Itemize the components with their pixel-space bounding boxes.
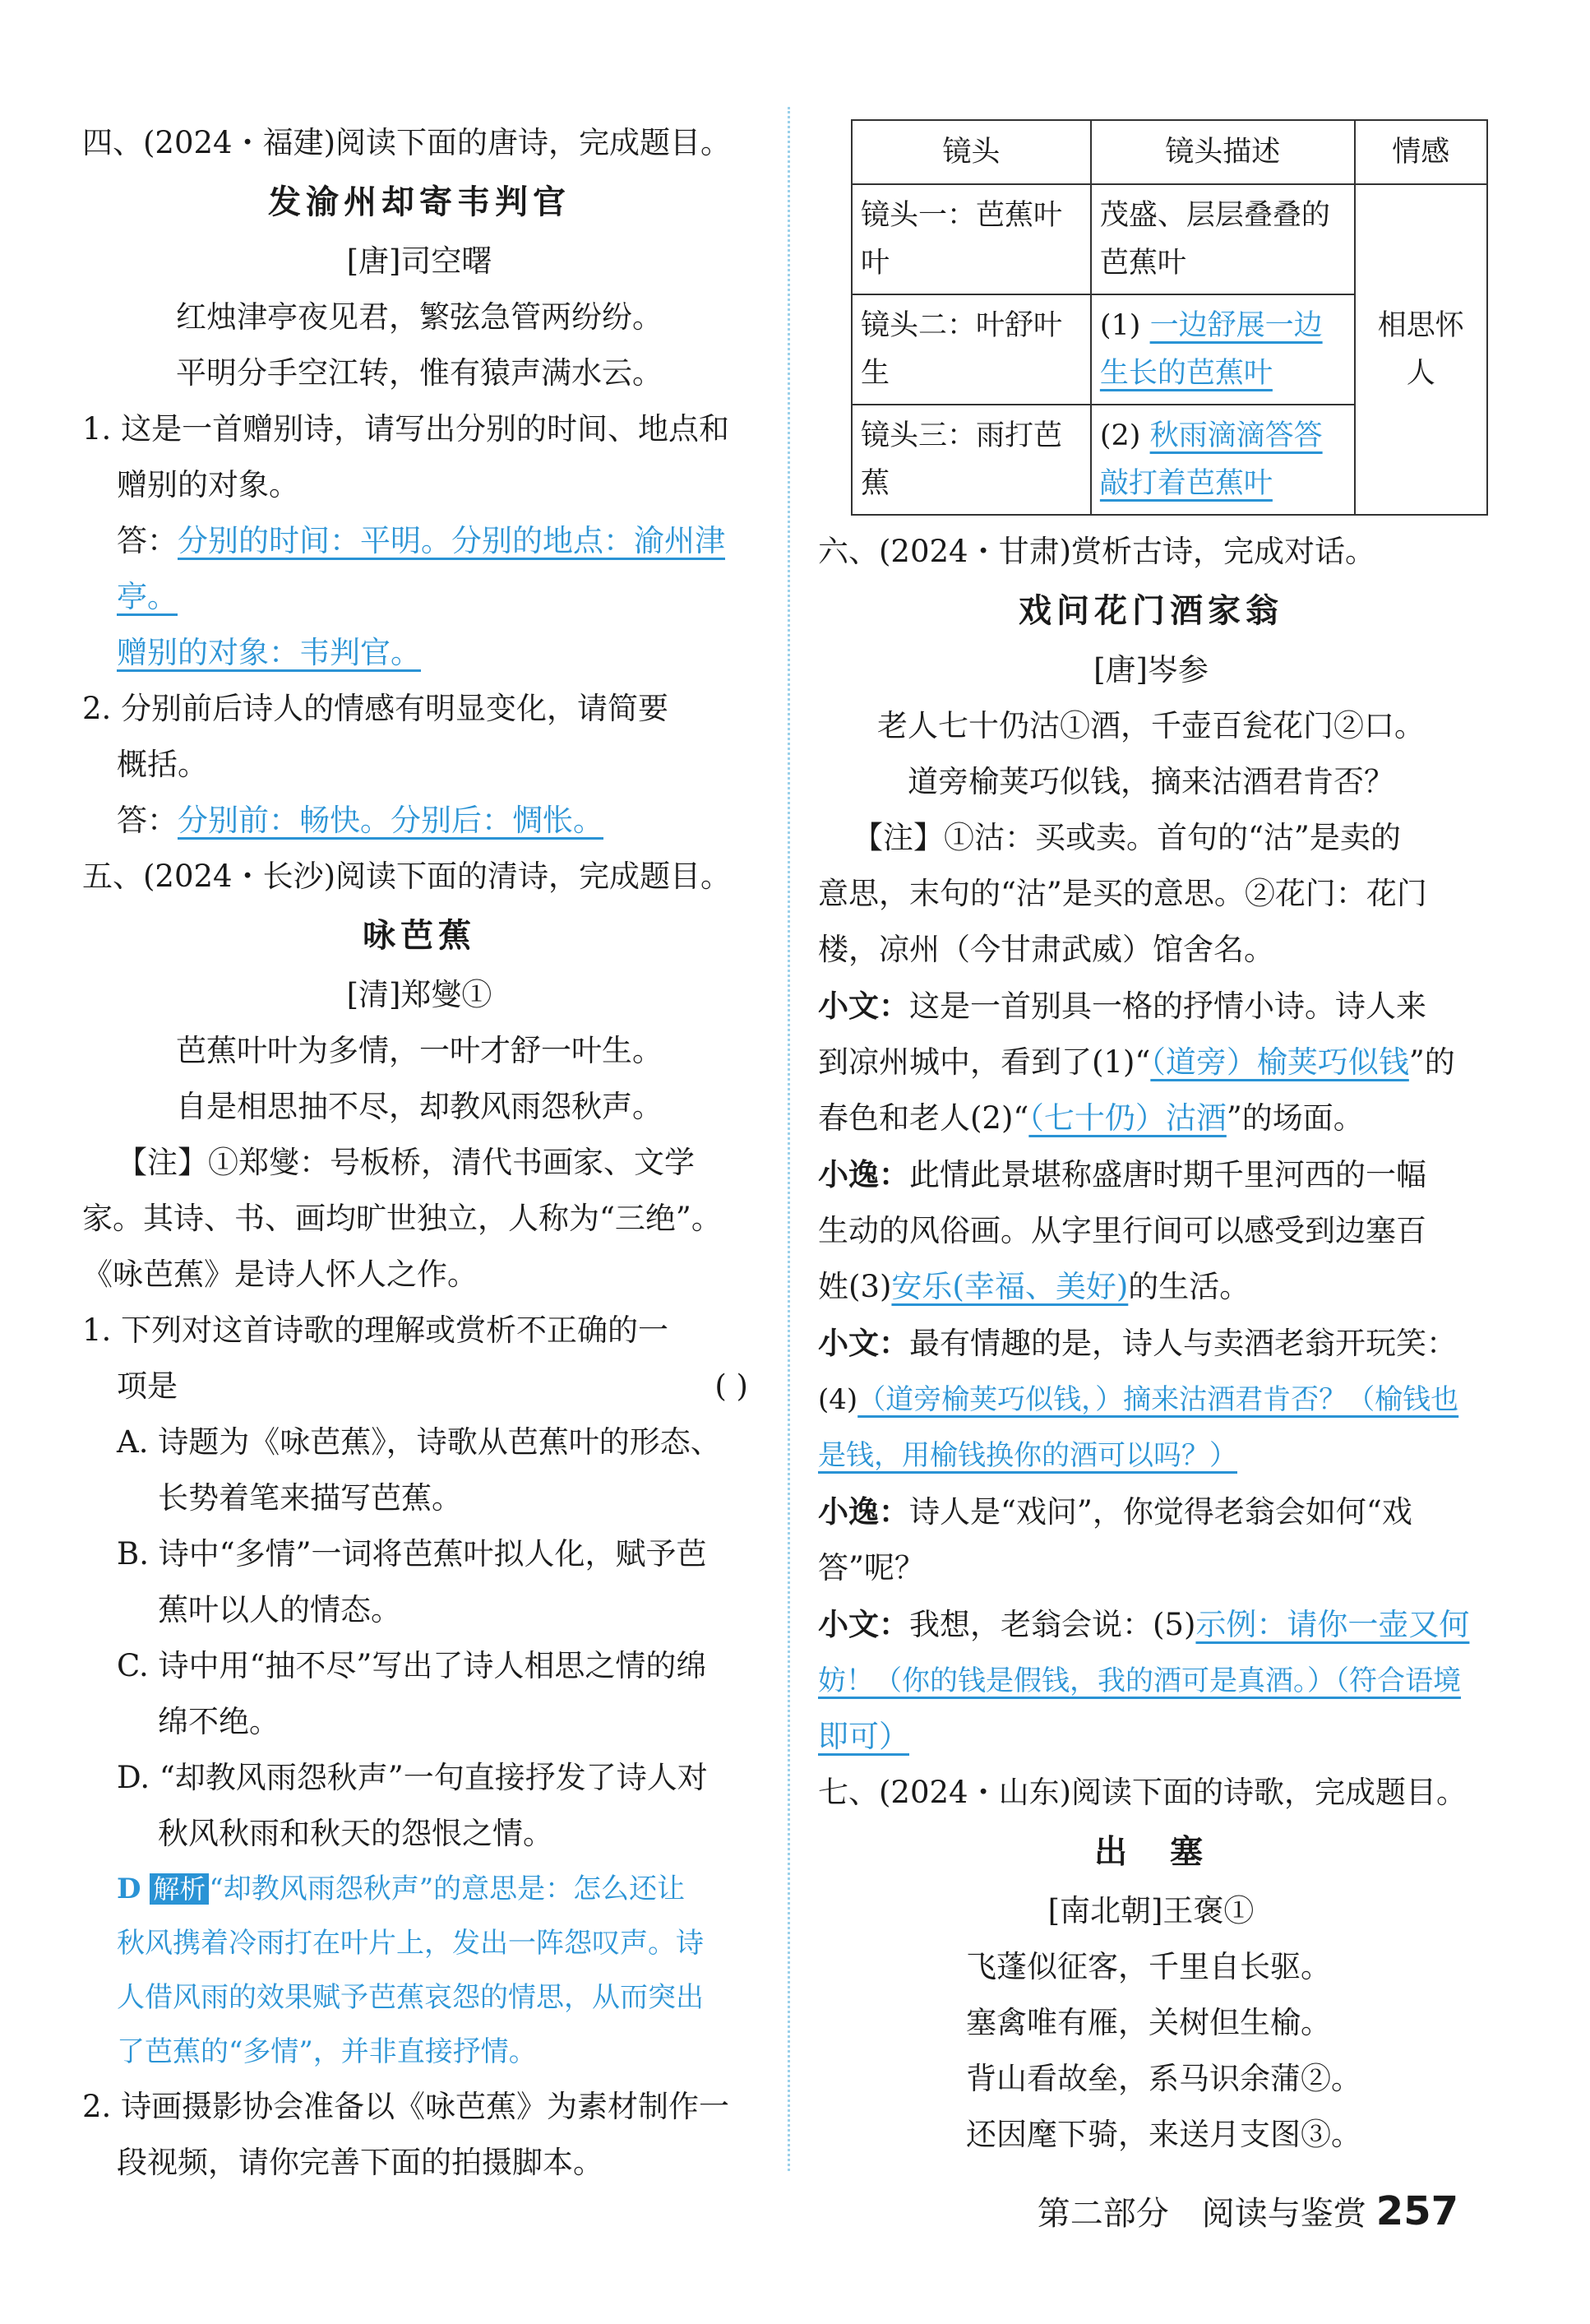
dialogue-text: 最有情趣的是，诗人与卖酒老翁开玩笑： <box>909 1326 1457 1361</box>
page-footer <box>1038 2187 1458 2234</box>
dialogue-text: 春色和老人(2)“ <box>818 1100 1029 1136</box>
dialogue-line <box>818 1372 1484 1428</box>
cell-text: 芭蕉叶 <box>1099 247 1186 280</box>
option-d: 秋风秋雨和秋天的怨恨之情。 <box>158 1816 553 1851</box>
explanation <box>82 1862 756 1916</box>
speaker: 小文： <box>818 1325 909 1361</box>
table-cell <box>1091 184 1355 294</box>
answer-text: 赠别的对象：韦判官。 <box>117 635 421 670</box>
poem-author: [唐]司空曙 <box>346 243 492 279</box>
question-text <box>82 1359 756 1414</box>
dialogue-line <box>818 978 1484 1035</box>
question-text: 1. 这是一首赠别诗，请写出分别的时间、地点和 <box>82 411 730 447</box>
shooting-script-table <box>851 119 1488 516</box>
answer-text: 分别的时间：平明。分别的地点：渝州津亭。 <box>117 523 725 614</box>
dialogue-text: 我想，老翁会说：(5) <box>909 1607 1196 1642</box>
answer-text: 安乐(幸福、美好) <box>891 1269 1129 1304</box>
dialogue-text: 姓(3) <box>818 1269 892 1304</box>
speaker: 小逸： <box>818 1156 909 1192</box>
poem-line: 飞蓬似征客，千里自长驱。 <box>966 1949 1331 1984</box>
answer-line <box>82 513 756 625</box>
table-cell: 镜头一：芭蕉叶叶 <box>852 184 1091 294</box>
poem-title: 咏芭蕉 <box>363 916 476 955</box>
column-divider <box>788 107 790 2171</box>
explanation-text: 人借风雨的效果赋予芭蕉哀怨的情思，从而突出 <box>117 1981 704 2014</box>
page-number: 257 <box>1375 2188 1458 2234</box>
poem-author: [唐]岑参 <box>1093 652 1209 687</box>
dialogue-line <box>818 1484 1484 1540</box>
answer-label: 答： <box>117 523 178 558</box>
question-1 <box>82 401 756 457</box>
answer-blank: ( ) <box>714 1368 748 1404</box>
answer-label: 答： <box>117 803 178 838</box>
dialogue-line <box>818 1428 1484 1484</box>
table-header: 情感 <box>1355 120 1487 184</box>
note: 意思，末句的“沽”是买的意思。②花门：花门 <box>818 876 1427 911</box>
note: 【注】①沽：买或卖。首句的“沽”是卖的 <box>853 820 1401 855</box>
answer-text: 敲打着芭蕉叶 <box>1099 467 1273 500</box>
answer-line <box>82 793 756 849</box>
question-2: 2. 分别前后诗人的情感有明显变化，请简要 <box>82 691 669 726</box>
table-header: 镜头描述 <box>1091 120 1355 184</box>
section-4-header: 四、(2024・福建)阅读下面的唐诗，完成题目。 <box>82 125 732 160</box>
table-header-row <box>852 120 1487 184</box>
answer-text: 一边舒展一边 <box>1149 309 1323 342</box>
note: 楼，凉州（今甘肃武威）馆舍名。 <box>818 932 1274 967</box>
explanation-label: 解析 <box>150 1873 209 1905</box>
answer-text: 即可） <box>818 1719 909 1754</box>
dialogue-text: 的生活。 <box>1128 1269 1250 1304</box>
poem-author: [南北朝]王褒① <box>1047 1893 1255 1928</box>
option-b: B. 诗中“多情”一词将芭蕉叶拟人化，赋予芭 <box>117 1536 707 1572</box>
option-c: C. 诗中用“抽不尽”写出了诗人相思之情的绵 <box>117 1648 707 1683</box>
question-1: 1. 下列对这首诗歌的理解或赏析不正确的一 <box>82 1312 669 1348</box>
dialogue-line <box>818 1315 1484 1372</box>
poem-title: 出 塞 <box>1094 1832 1208 1871</box>
poem-line: 芭蕉叶叶为多情，一叶才舒一叶生。 <box>176 1033 663 1068</box>
poem-line: 自是相思抽不尽，却教风雨怨秋声。 <box>176 1089 663 1124</box>
cell-number: (2) <box>1099 419 1141 452</box>
dialogue-line: 答”呢？ <box>818 1550 925 1586</box>
dialogue-text: 诗人是“戏问”，你觉得老翁会如何“戏 <box>909 1494 1412 1530</box>
option-d: D. “却教风雨怨秋声”一句直接抒发了诗人对 <box>117 1760 708 1795</box>
explanation-text: 了芭蕉的“多情”，并非直接抒情。 <box>117 2035 537 2068</box>
dialogue-line <box>818 1090 1484 1146</box>
note: 《咏芭蕉》是诗人怀人之作。 <box>82 1257 478 1292</box>
dialogue-line <box>818 1035 1484 1090</box>
cell-text: 茂盛、层层叠叠的 <box>1099 199 1330 232</box>
left-column <box>82 115 756 2191</box>
table-cell: 镜头二：叶舒叶生 <box>852 294 1091 405</box>
answer-text: （道旁）榆荚巧似钱 <box>1150 1044 1409 1080</box>
answer-text: 是钱，用榆钱换你的酒可以吗？） <box>818 1439 1237 1472</box>
dialogue-text: ”的场面。 <box>1226 1100 1364 1136</box>
poem-line: 背山看故垒，系马识余蒲②。 <box>966 2061 1361 2096</box>
section-name: 第二部分 阅读与鉴赏 <box>1037 2195 1366 2233</box>
note: 家。其诗、书、画均旷世独立，人称为“三绝”。 <box>82 1201 722 1236</box>
table-row <box>852 184 1487 294</box>
note: 【注】①郑燮：号板桥，清代书画家、文学 <box>117 1145 695 1180</box>
section-5-header: 五、(2024・长沙)阅读下面的清诗，完成题目。 <box>82 859 732 894</box>
question-text: 赠别的对象。 <box>117 467 299 502</box>
table-header: 镜头 <box>852 120 1091 184</box>
poem-line: 塞禽唯有雁，关树但生榆。 <box>966 2005 1331 2040</box>
table-cell <box>1091 294 1355 405</box>
dialogue-line <box>818 1653 1484 1709</box>
answer-line <box>82 625 756 681</box>
answer-text: 秋雨滴滴答答 <box>1149 419 1323 452</box>
answer-text: 生长的芭蕉叶 <box>1099 357 1273 390</box>
dialogue-text: ”的 <box>1408 1044 1455 1080</box>
question-2: 2. 诗画摄影协会准备以《咏芭蕉》为素材制作一 <box>82 2089 730 2124</box>
speaker: 小逸： <box>818 1493 909 1530</box>
speaker: 小文： <box>818 988 909 1024</box>
table-cell <box>1091 405 1355 515</box>
option-b: 蕉叶以人的情态。 <box>158 1592 401 1627</box>
dialogue-line <box>818 1596 1484 1653</box>
speaker: 小文： <box>818 1606 909 1642</box>
dialogue-text: 到凉州城中，看到了(1)“ <box>818 1044 1151 1080</box>
question-text: 项是 <box>117 1368 178 1404</box>
section-6-header: 六、(2024・甘肃)赏析古诗，完成对话。 <box>818 534 1376 569</box>
poem-line: 道旁榆荚巧似钱，摘来沽酒君肯否？ <box>908 764 1394 799</box>
option-a: 长势着笔来描写芭蕉。 <box>158 1480 462 1516</box>
answer-text: 妨！（你的钱是假钱，我的酒可是真酒。）（符合语境 <box>818 1664 1461 1697</box>
answer-key: D <box>117 1873 141 1905</box>
answer-text: 示例：请你一壶又何 <box>1195 1607 1470 1642</box>
question-text: 概括。 <box>117 747 208 782</box>
answer-text: 分别前：畅快。分别后：惆怅。 <box>178 803 603 838</box>
table-cell: 镜头三：雨打芭蕉 <box>852 405 1091 515</box>
question-text: 段视频，请你完善下面的拍摄脚本。 <box>117 2145 603 2180</box>
poem-author: [清]郑燮① <box>346 977 492 1012</box>
option-a: A. 诗题为《咏芭蕉》，诗歌从芭蕉叶的形态、 <box>117 1424 721 1460</box>
dialogue-line <box>818 1709 1484 1765</box>
poem-line: 还因麾下骑，来送月支图③。 <box>966 2117 1361 2152</box>
poem-line: 老人七十仍沽①酒，千壶百瓮花门②口。 <box>877 708 1425 743</box>
section-7-header: 七、(2024・山东)阅读下面的诗歌，完成题目。 <box>818 1775 1468 1810</box>
dialogue-text: 此情此景堪称盛唐时期千里河西的一幅 <box>909 1157 1426 1192</box>
right-column <box>818 119 1484 2163</box>
dialogue-text: (4) <box>818 1383 858 1416</box>
answer-text: （七十仍）沽酒 <box>1028 1100 1227 1136</box>
explanation-text: “却教风雨怨秋声”的意思是：怎么还让 <box>209 1873 686 1905</box>
dialogue-line <box>818 1259 1484 1315</box>
poem-line: 平明分手空江转，惟有猿声满水云。 <box>176 355 663 391</box>
option-c: 绵不绝。 <box>158 1704 280 1739</box>
explanation-text: 秋风携着冷雨打在叶片上，发出一阵怨叹声。诗 <box>117 1927 704 1960</box>
dialogue-line <box>818 1146 1484 1203</box>
dialogue-line: 生动的风俗画。从字里行间可以感受到边塞百 <box>818 1213 1426 1248</box>
cell-number: (1) <box>1099 309 1141 342</box>
dialogue-text: 这是一首别具一格的抒情小诗。诗人来 <box>909 988 1426 1024</box>
table-cell-emotion: 相思怀人 <box>1355 184 1487 515</box>
answer-text: （道旁榆荚巧似钱，）摘来沽酒君肯否？（榆钱也 <box>857 1383 1459 1416</box>
poem-title: 发渝州却寄韦判官 <box>268 183 571 221</box>
poem-title: 戏问花门酒家翁 <box>1019 591 1283 630</box>
poem-line: 红烛津亭夜见君，繁弦急管两纷纷。 <box>176 299 663 335</box>
